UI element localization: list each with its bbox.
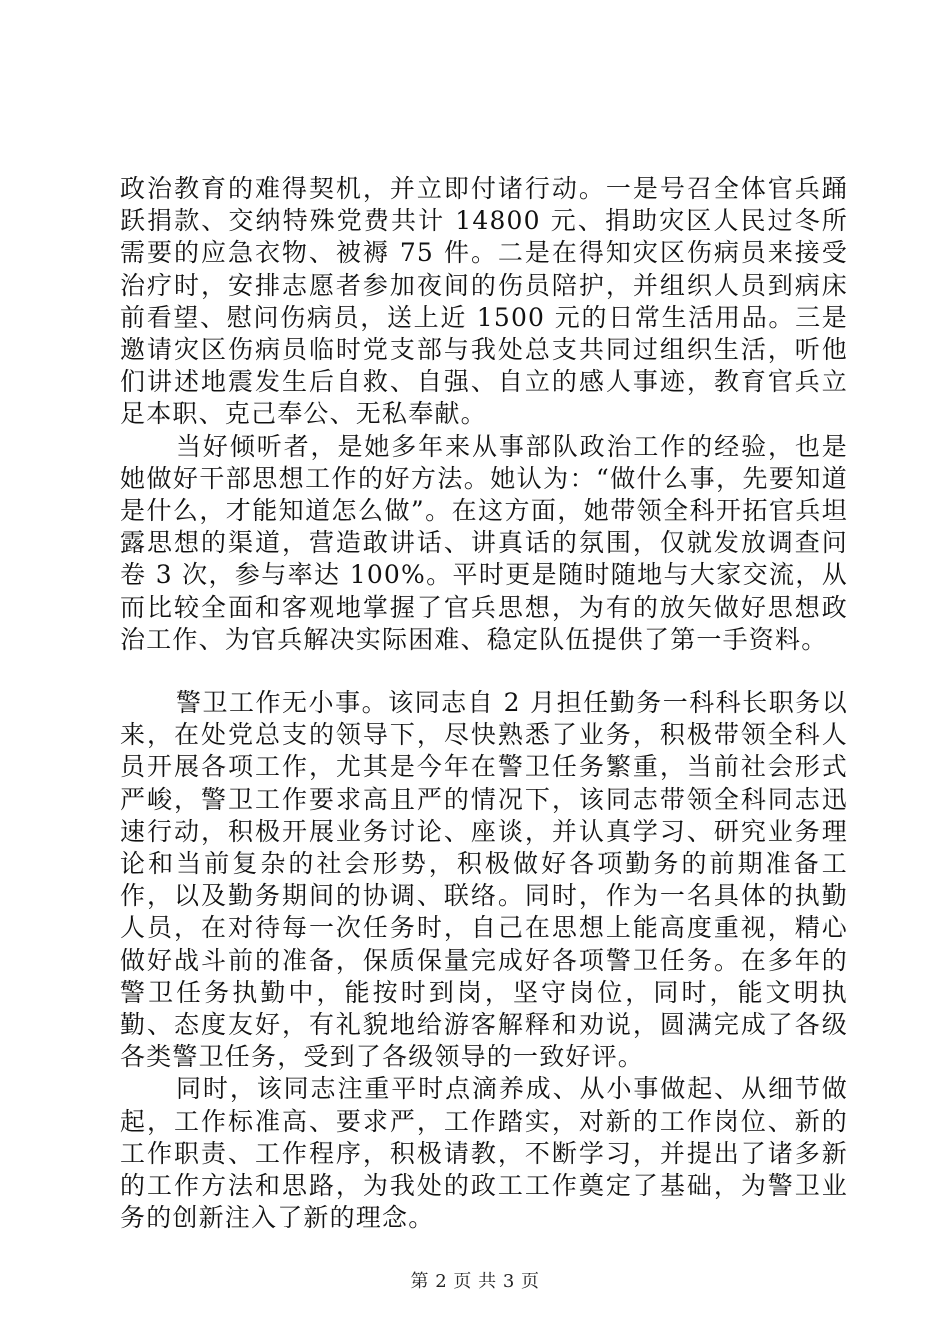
paragraph-security-work: 警卫工作无小事。该同志自 2 月担任勤务一科科长职务以来，在处党总支的领导下，尽快熟悉了业务，积极带领全科人员开展各项工作，尤其是今年在警卫任务繁重，当前社会形式严峻，警卫工作要求高且严的情况下，该同志带领全科同志迅速行动，积极开展业务讨论、座谈，并认真学习、研究业务理论和当前复杂的社会形势，积极做好各项勤务的前期准备工作，以及勤务期间的协调、联络。同时，作为一名具体的执勤人员，在对待每一次任务时，自己在思想上能高度重视，精心做好战斗前的准备，保质保量完成好各项警卫任务。在多年的警卫任务执勤中，能按时到岗，坚守岗位，同时，能文明执勤、态度友好，有礼貌地给游客解释和劝说，圆满完成了各级各类警卫任务，受到了各级领导的一致好评。 [120,688,848,1072]
paragraph-habits: 同时，该同志注重平时点滴养成、从小事做起、从细节做起，工作标准高、要求严，工作踏实，对新的工作岗位、新的工作职责、工作程序，积极请教，不断学习，并提出了诸多新的工作方法和思路，为我处的政工工作奠定了基础，为警卫业务的创新注入了新的理念。 [120,1074,848,1233]
document-body [120,173,848,1235]
paragraph-continued: 政治教育的难得契机，并立即付诸行动。一是号召全体官兵踊跃捐款、交纳特殊党费共计 14800 元、捐助灾区人民过冬所需要的应急衣物、被褥 75 件。二是在得知灾区伤病员来接受治疗时，安排志愿者参加夜间的伤员陪护，并组织人员到病床前看望、慰问伤病员，送上近 1500 元的日常生活用品。三是邀请灾区伤病员临时党支部与我处总支共同过组织生活，听他们讲述地震发生后自救、自强、自立的感人事迹，教育官兵立足本职、克己奉公、无私奉献。 [120,174,848,429]
page-footer: 第 2 页 共 3 页 [410,1271,540,1292]
paragraph-listener: 当好倾听者，是她多年来从事部队政治工作的经验，也是她做好干部思想工作的好方法。她认为：“做什么事，先要知道是什么，才能知道怎么做”。在这方面，她带领全科开拓官兵坦露思想的渠道，营造敢讲话、讲真话的氛围，仅就发放调查问卷 3 次，参与率达 100%。平时更是随时随地与大家交流，从而比较全面和客观地掌握了官兵思想，为有的放矢做好思想政治工作、为官兵解决实际困难、稳定队伍提供了第一手资料。 [120,431,848,654]
